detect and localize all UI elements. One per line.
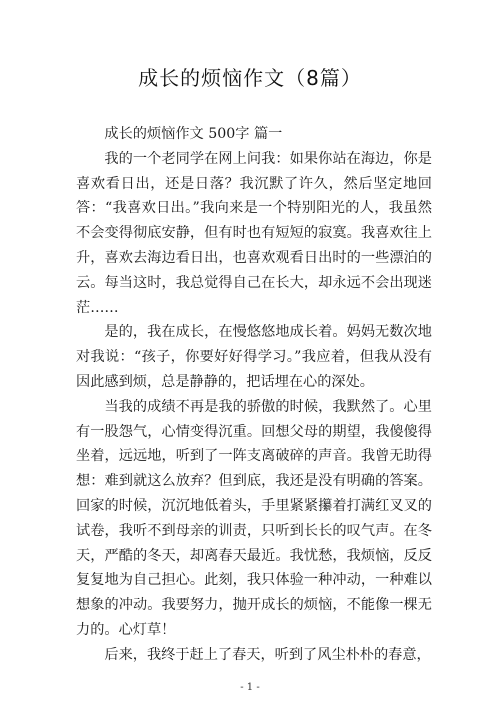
paragraph-3: 当我的成绩不再是我的骄傲的时候，我默然了。心里有一股怨气，心情变得沉重。回想父母的期望，我傻傻得坐着，远远地，听到了一阵支离破碎的声音。我曾无助得想：难到就这么放弃？但到底，我还是没有明确的答案。回家的时候，沉沉地低着头，手里紧紧攥着打满红叉叉的试卷，我听不到母亲的训责，只听到长长的叹气声。在冬天，严酷的冬天，却离春天最近。我忧愁，我烦恼，反反复复地为自己担心。此刻，我只体验一种冲动，一种难以想象的冲动。我要努力，抛开成长的烦恼，不能像一棵无力的。心灯草！	[76, 398, 432, 638]
paragraph-2: 是的，我在成长，在慢悠悠地成长着。妈妈无数次地对我说：“孩子，你要好好得学习。”我应着，但我从没有因此感到烦，总是静静的，把话埋在心的深处。	[76, 324, 432, 390]
paragraph-1: 我的一个老同学在网上问我：如果你站在海边，你是喜欢看日出，还是日落？我沉默了许久，然后坚定地回答：“我喜欢日出。”我向来是一个特别阳光的人，我虽然不会变得彻底安静，但有时也有短短的寂寞。我喜欢往上升，喜欢去海边看日出，也喜欢观看日出时的一些漂泊的云。每当这时，我总觉得自己在长大，却永远不会出现迷茫……	[76, 150, 432, 316]
section-heading: 成长的烦恼作文 500字 篇一	[104, 126, 283, 142]
document-title: 成长的烦恼作文（8篇）	[138, 66, 362, 90]
page-number: - 1 -	[240, 682, 260, 693]
document-body	[76, 122, 432, 668]
paragraph-4: 后来，我终于赶上了春天，听到了风尘朴朴的春意，	[104, 646, 431, 663]
